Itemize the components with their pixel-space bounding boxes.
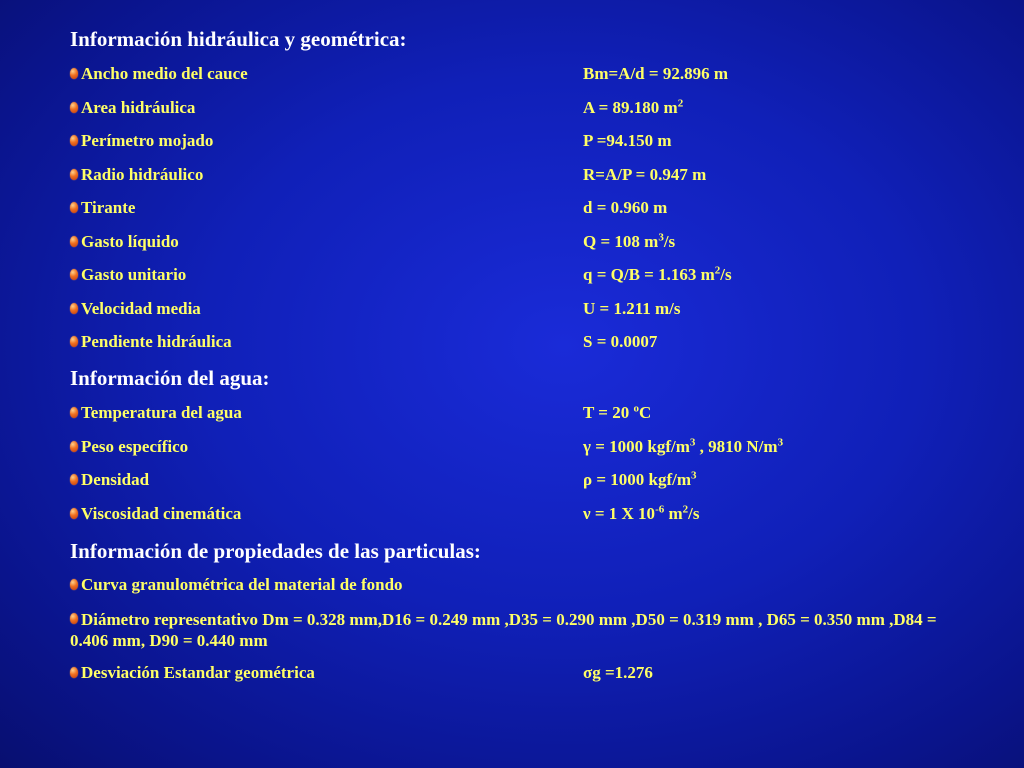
hydraulic-row xyxy=(70,98,984,120)
value-sup: 3 xyxy=(689,435,696,448)
bullet-icon xyxy=(70,441,78,452)
row-label: Densidad xyxy=(81,470,150,489)
bullet-icon xyxy=(70,667,78,678)
row-label: Peso específico xyxy=(81,436,189,456)
value-suffix: m xyxy=(664,503,683,523)
bullet-icon xyxy=(70,169,78,180)
value-value: Bm=A/d = 92.896 m xyxy=(583,64,728,83)
row-value xyxy=(583,403,651,423)
water-row xyxy=(70,504,984,526)
row-text: Diámetro representativo Dm = 0.328 mm,D16 = 0.249 mm ,D35 = 0.290 mm ,D50 = 0.319 mm , D65 = 0.350 mm ,D84 = 0.406 mm, D90 = 0.440 mm xyxy=(70,610,937,650)
value-value: P =94.150 m xyxy=(583,131,672,150)
row-label: Curva granulométrica del material de fondo xyxy=(81,575,403,594)
row-value xyxy=(583,64,728,84)
row-label: Velocidad media xyxy=(81,298,201,318)
bullet-icon xyxy=(70,407,78,418)
bullet-icon xyxy=(70,269,78,280)
bullet-icon xyxy=(70,135,78,146)
value-value: S = 0.0007 xyxy=(583,332,658,351)
value-value: Q = 108 m xyxy=(583,231,659,251)
section-title-particles: Información de propiedades de las particulas: xyxy=(70,539,481,563)
row-label: Pendiente hidráulica xyxy=(81,332,232,351)
bullet-icon xyxy=(70,102,78,113)
hydraulic-row xyxy=(70,232,984,254)
value-suffix: /s xyxy=(663,231,676,251)
row-value xyxy=(583,504,700,524)
section-title-hydraulic: Información hidráulica y geométrica: xyxy=(70,27,407,51)
hydraulic-row xyxy=(70,131,984,153)
row-label: Desviación Estandar geométrica xyxy=(81,663,315,682)
value-suffix: /s xyxy=(720,265,732,284)
value-value: ρ = 1000 kgf/m xyxy=(583,470,692,489)
row-label: Tirante xyxy=(81,198,136,217)
value-sup: 3 xyxy=(658,230,664,243)
row-value xyxy=(583,265,732,285)
row-value xyxy=(583,232,675,252)
value-sup: o xyxy=(633,402,639,415)
row-value xyxy=(583,198,667,218)
bullet-icon xyxy=(70,508,78,519)
bullet-icon xyxy=(70,202,78,213)
value-suffix: C xyxy=(638,403,652,422)
value-suffix2: /s xyxy=(688,503,700,523)
value-value: T = 20 xyxy=(583,403,634,422)
row-value xyxy=(583,299,681,319)
value-sup: -6 xyxy=(655,502,665,515)
row-geometric-std-deviation xyxy=(70,663,984,685)
row-label: Gasto líquido xyxy=(81,231,179,251)
row-label: Area hidráulica xyxy=(81,97,196,117)
row-value xyxy=(583,98,683,118)
value-value: A = 89.180 m xyxy=(583,97,678,117)
water-row xyxy=(70,437,984,459)
value-value: γ = 1000 kgf/m xyxy=(583,436,690,456)
hydraulic-row xyxy=(70,198,984,220)
row-value xyxy=(583,165,706,185)
water-row xyxy=(70,403,984,425)
bullet-icon xyxy=(70,613,78,624)
hydraulic-row xyxy=(70,64,984,86)
row-value xyxy=(583,131,672,151)
row-value xyxy=(583,470,697,490)
bullet-icon xyxy=(70,303,78,314)
row-label: Gasto unitario xyxy=(81,265,187,284)
section-title-water: Información del agua: xyxy=(70,366,270,390)
value-sup: 2 xyxy=(714,264,721,277)
water-row xyxy=(70,470,984,492)
row-label: Viscosidad cinemática xyxy=(81,503,242,523)
value-value: d = 0.960 m xyxy=(583,198,668,217)
bullet-icon xyxy=(70,68,78,79)
bullet-icon xyxy=(70,474,78,485)
value-suffix: , 9810 N/m xyxy=(695,436,778,456)
row-value xyxy=(583,332,657,352)
row-representative-diameter xyxy=(70,609,950,651)
hydraulic-row xyxy=(70,165,984,187)
value-sup: 2 xyxy=(677,96,684,109)
bullet-icon xyxy=(70,236,78,247)
row-grain-size-curve xyxy=(70,575,984,597)
value-value: q = Q/B = 1.163 m xyxy=(583,265,715,284)
hydraulic-row xyxy=(70,265,984,287)
row-label: Ancho medio del cauce xyxy=(81,64,248,83)
bullet-icon xyxy=(70,579,78,590)
bullet-icon xyxy=(70,336,78,347)
row-value: σg =1.276 xyxy=(583,663,653,682)
value-value: U = 1.211 m/s xyxy=(583,298,681,318)
row-label: Perímetro mojado xyxy=(81,131,214,150)
row-label: Radio hidráulico xyxy=(81,164,204,184)
row-value xyxy=(583,437,783,457)
value-value: ν = 1 X 10 xyxy=(583,503,656,523)
hydraulic-row xyxy=(70,332,984,354)
value-sup2: 3 xyxy=(777,435,784,448)
value-sup2: 2 xyxy=(682,502,689,515)
row-label: Temperatura del agua xyxy=(81,403,242,422)
value-sup: 3 xyxy=(691,469,697,482)
value-value: R=A/P = 0.947 m xyxy=(583,164,707,184)
hydraulic-row xyxy=(70,299,984,321)
